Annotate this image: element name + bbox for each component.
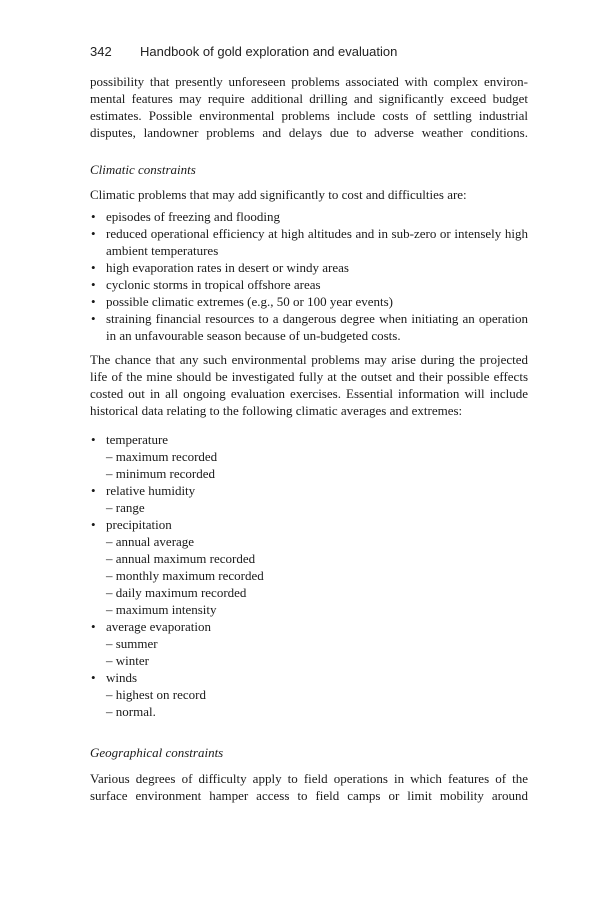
sub-list	[106, 499, 528, 516]
sub-list-item: – maximum recorded	[106, 449, 218, 464]
list-item	[90, 516, 528, 618]
data-list-label: precipitation	[106, 517, 172, 532]
intro-paragraph: possibility that presently unforeseen problems associated with complex environ-mental features may require additional drilling and significantly exceed budget estimates. Possible environmental problems include costs of settling industrial disputes, landowner problems and delays due to adverse weather conditions.	[90, 74, 528, 140]
climatic-paragraph: The chance that any such environmental problems may arise during the projected life of the mine should be investigated fully at the outset and their possible effects costed out in all ongoing evaluation exercises. Essential information will include historical data relating to the following climatic averages and extremes:	[90, 352, 528, 418]
geographical-constraints-heading: Geographical constraints	[90, 745, 224, 760]
sub-list-item: – daily maximum recorded	[106, 585, 247, 600]
running-header	[90, 44, 397, 59]
list-item	[90, 669, 528, 720]
climatic-lead: Climatic problems that may add significantly to cost and difficulties are:	[90, 187, 467, 202]
page-number: 342	[90, 44, 112, 59]
sub-list-item: – summer	[106, 636, 158, 651]
list-item: • episodes of freezing and flooding	[90, 208, 528, 225]
climatic-constraints-heading: Climatic constraints	[90, 162, 196, 177]
sub-list	[106, 448, 528, 482]
sub-list-item: – monthly maximum recorded	[106, 568, 264, 583]
climatic-data-list	[90, 431, 528, 720]
list-item: • straining financial resources to a dangerous degree when initiating an operation in an unfavourable season because of un-budgeted costs.	[90, 310, 528, 344]
sub-list	[106, 635, 528, 669]
list-item	[90, 618, 528, 669]
data-list-label: winds	[106, 670, 138, 685]
list-item	[90, 482, 528, 516]
sub-list	[106, 533, 528, 618]
sub-list-item: – highest on record	[106, 687, 207, 702]
sub-list-item: – minimum recorded	[106, 466, 216, 481]
sub-list-item: – range	[106, 500, 145, 515]
sub-list-item: – normal.	[106, 704, 156, 719]
data-list-label: temperature	[106, 432, 169, 447]
geographical-paragraph: Various degrees of difficulty apply to field operations in which features of the surface environment hamper access to field camps or limit mobility around	[90, 771, 528, 803]
list-item	[90, 431, 528, 482]
list-item: • cyclonic storms in tropical offshore areas	[90, 276, 528, 293]
book-title: Handbook of gold exploration and evaluation	[140, 44, 398, 59]
sub-list-item: – winter	[106, 653, 149, 668]
sub-list	[106, 686, 528, 720]
sub-list-item: – maximum intensity	[106, 602, 217, 617]
list-item: • reduced operational efficiency at high altitudes and in sub-zero or intensely high ambient temperatures	[90, 225, 528, 259]
data-list-label: average evaporation	[106, 619, 212, 634]
page-body	[90, 73, 528, 804]
climatic-problems-list	[90, 208, 528, 344]
sub-list-item: – annual average	[106, 534, 195, 549]
list-item: • possible climatic extremes (e.g., 50 or 100 year events)	[90, 293, 528, 310]
list-item: • high evaporation rates in desert or windy areas	[90, 259, 528, 276]
data-list-label: relative humidity	[106, 483, 196, 498]
sub-list-item: – annual maximum recorded	[106, 551, 256, 566]
